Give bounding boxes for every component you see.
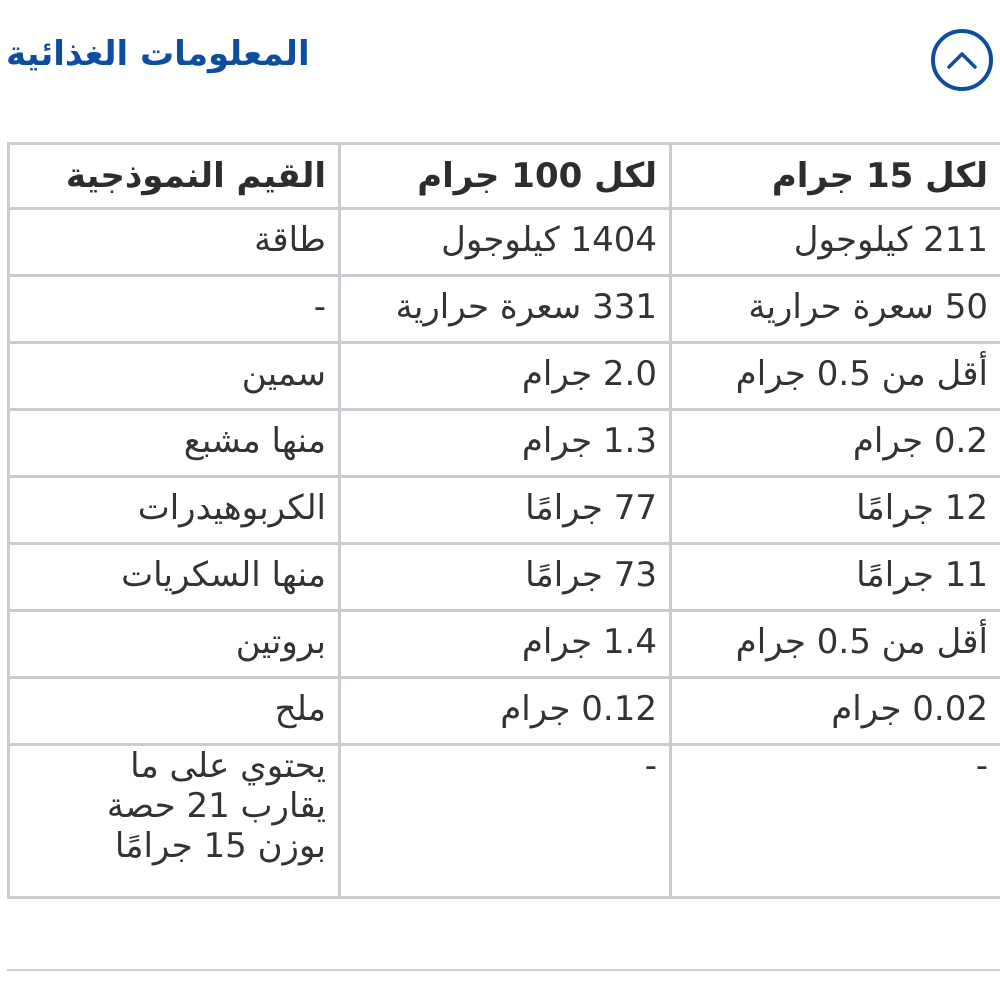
table-row-energy-kcal: [9, 276, 1000, 343]
cell-per-100g: 0.12 جرام: [340, 678, 671, 745]
cell-reference: ملح: [9, 678, 340, 745]
cell-reference: الكربوهيدرات: [9, 477, 340, 544]
cell-per-15g: 0.02 جرام: [671, 678, 1000, 745]
cell-per-15g: أقل من 0.5 جرام: [671, 611, 1000, 678]
cell-reference: بروتين: [9, 611, 340, 678]
collapse-button[interactable]: [931, 29, 993, 91]
nutrition-section-header: [0, 0, 1000, 120]
table-row-fat: [9, 343, 1000, 410]
cell-per-15g: 0.2 جرام: [671, 410, 1000, 477]
cell-per-100g: 73 جرامًا: [340, 544, 671, 611]
cell-per-15g: 12 جرامًا: [671, 477, 1000, 544]
table-header-row: [9, 144, 1000, 209]
cell-per-100g: 2.0 جرام: [340, 343, 671, 410]
cell-per-15g: 211 كيلوجول: [671, 209, 1000, 276]
cell-reference: طاقة: [9, 209, 340, 276]
cell-per-15g: -: [671, 745, 1000, 898]
section-divider: [7, 969, 1000, 971]
table-row-salt: [9, 678, 1000, 745]
cell-per-15g: 50 سعرة حرارية: [671, 276, 1000, 343]
cell-reference: منها السكريات: [9, 544, 340, 611]
column-header-reference: القيم النموذجية: [9, 144, 340, 209]
cell-per-100g: -: [340, 745, 671, 898]
table-row-servings: [9, 745, 1000, 898]
cell-per-100g: 1.3 جرام: [340, 410, 671, 477]
cell-per-100g: 77 جرامًا: [340, 477, 671, 544]
cell-per-15g: 11 جرامًا: [671, 544, 1000, 611]
table-row-protein: [9, 611, 1000, 678]
cell-reference: يحتوي على ما يقارب 21 حصة بوزن 15 جرامًا: [9, 745, 340, 898]
cell-per-100g: 1404 كيلوجول: [340, 209, 671, 276]
cell-reference: -: [9, 276, 340, 343]
table-row-carbohydrates: [9, 477, 1000, 544]
table-row-energy-kj: [9, 209, 1000, 276]
cell-reference: سمين: [9, 343, 340, 410]
table-row-sugars: [9, 544, 1000, 611]
column-header-per-100g: لكل 100 جرام: [340, 144, 671, 209]
chevron-up-icon: [946, 50, 978, 70]
cell-reference: منها مشبع: [9, 410, 340, 477]
section-title: المعلومات الغذائية: [6, 34, 310, 74]
cell-per-100g: 331 سعرة حرارية: [340, 276, 671, 343]
nutrition-table: [7, 142, 1000, 899]
table-row-saturates: [9, 410, 1000, 477]
cell-per-15g: أقل من 0.5 جرام: [671, 343, 1000, 410]
cell-per-100g: 1.4 جرام: [340, 611, 671, 678]
column-header-per-15g: لكل 15 جرام: [671, 144, 1000, 209]
